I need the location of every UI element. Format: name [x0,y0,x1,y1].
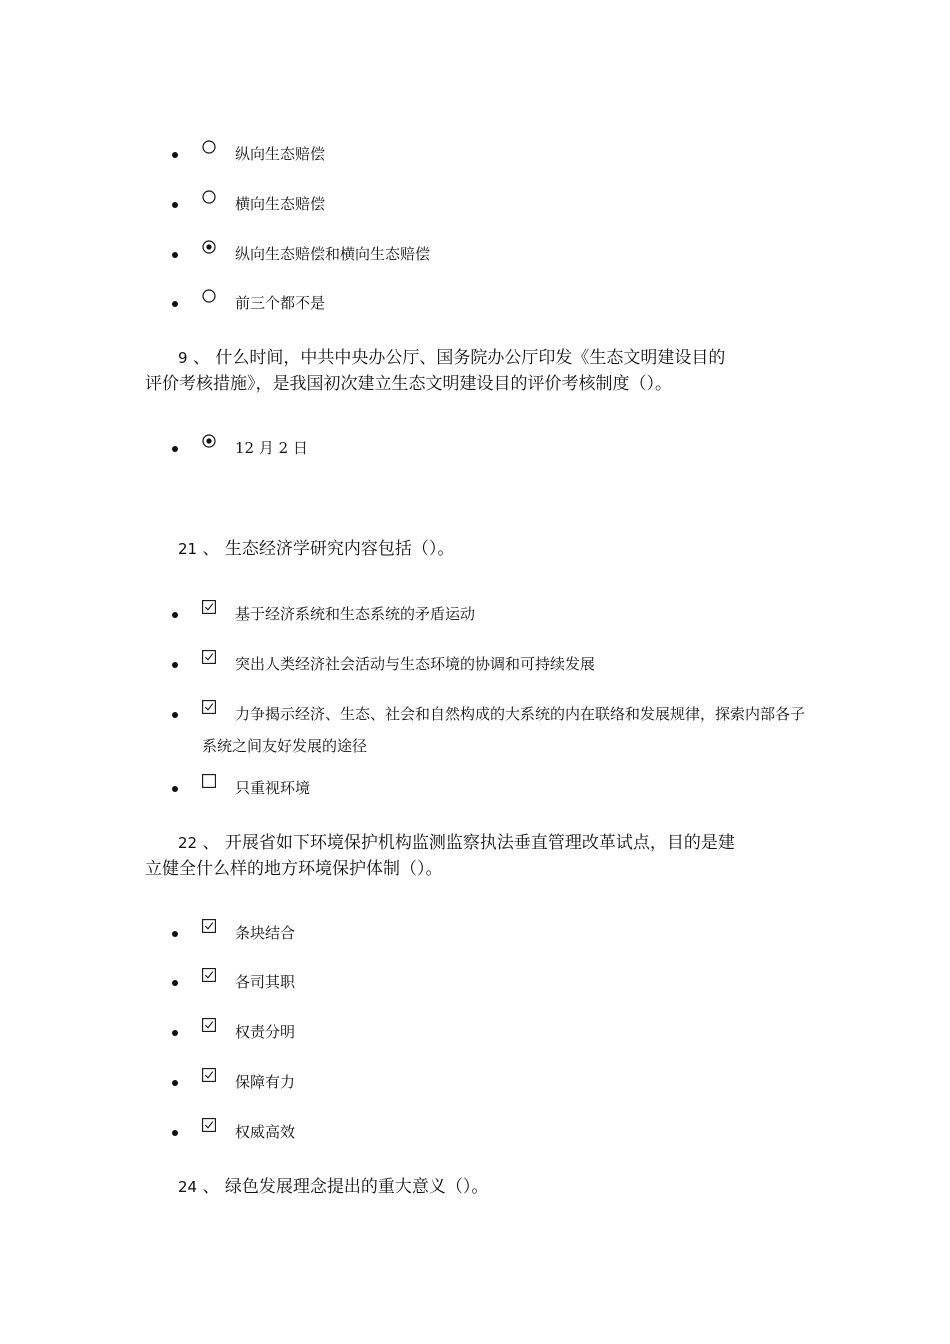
checkbox-checked-icon[interactable] [202,1118,216,1132]
question-21 [145,536,810,562]
question-9 [145,345,810,397]
bullet [172,662,178,668]
question-number: 24 [178,1178,198,1196]
option-label: 条块结合 [235,924,296,942]
bullet [172,980,178,986]
bullet [172,1130,178,1136]
question-number: 9 [178,349,188,367]
bullet [172,1080,178,1086]
question-text: 生态经济学研究内容包括（）。 [224,539,455,559]
question-separator: 、 [202,539,220,559]
radio-unselected-icon[interactable] [202,289,216,303]
bullet [172,786,178,792]
checkbox-checked-icon[interactable] [202,1068,216,1082]
radio-unselected-icon[interactable] [202,140,216,154]
question-line [145,1174,810,1200]
bullet [172,152,178,158]
option-label: 保障有力 [235,1073,296,1091]
question-separator: 、 [192,348,210,368]
bullet [172,301,178,307]
question-line: 立健全什么样的地方环境保护体制（）。 [145,859,443,879]
question-24 [145,1174,810,1200]
checkbox-unchecked-icon[interactable] [202,774,216,788]
option-label: 12 月 2 日 [235,439,308,457]
bullet [172,1030,178,1036]
option-label: 基于经济系统和生态系统的矛盾运动 [235,605,476,623]
question-text: 什么时间，中共中央办公厅、国务院办公厅印发《生态文明建设目的 [215,348,726,368]
option-label: 纵向生态赔偿和横向生态赔偿 [235,245,431,263]
question-separator: 、 [202,1177,220,1197]
radio-unselected-icon[interactable] [202,190,216,204]
bullet [172,931,178,937]
checkbox-checked-icon[interactable] [202,600,216,614]
option-label: 突出人类经济社会活动与生态环境的协调和可持续发展 [235,655,596,673]
question-line [145,536,810,562]
radio-selected-icon[interactable] [202,434,216,448]
question-text: 开展省如下环境保护机构监测监察执法垂直管理改革试点，目的是建 [224,833,735,853]
question-text: 绿色发展理念提出的重大意义（）。 [224,1177,489,1197]
option-label: 权威高效 [235,1123,296,1141]
question-line: 评价考核措施》，是我国初次建立生态文明建设目的评价考核制度（）。 [145,374,672,394]
option-label: 各司其职 [235,973,296,991]
question-number: 21 [178,540,198,558]
checkbox-checked-icon[interactable] [202,1018,216,1032]
option-label: 力争揭示经济、生态、社会和自然构成的大系统的内在联络和发展规律，探索内部各子系统之间友好发展的途径 [202,705,806,755]
bullet [172,612,178,618]
bullet [172,712,178,718]
option-label: 只重视环境 [235,779,311,797]
checkbox-checked-icon[interactable] [202,650,216,664]
bullet [172,202,178,208]
bullet [172,446,178,452]
question-line [145,830,810,856]
bullet [172,252,178,258]
question-line [145,345,810,371]
option-label: 横向生态赔偿 [235,195,326,213]
checkbox-checked-icon[interactable] [202,968,216,982]
option-label: 纵向生态赔偿 [235,145,326,163]
checkbox-checked-icon[interactable] [202,919,216,933]
question-number: 22 [178,834,198,852]
question-22 [145,830,810,882]
option-label: 权责分明 [235,1023,296,1041]
radio-selected-icon[interactable] [202,240,216,254]
question-separator: 、 [202,833,220,853]
option-label: 前三个都不是 [235,294,326,312]
